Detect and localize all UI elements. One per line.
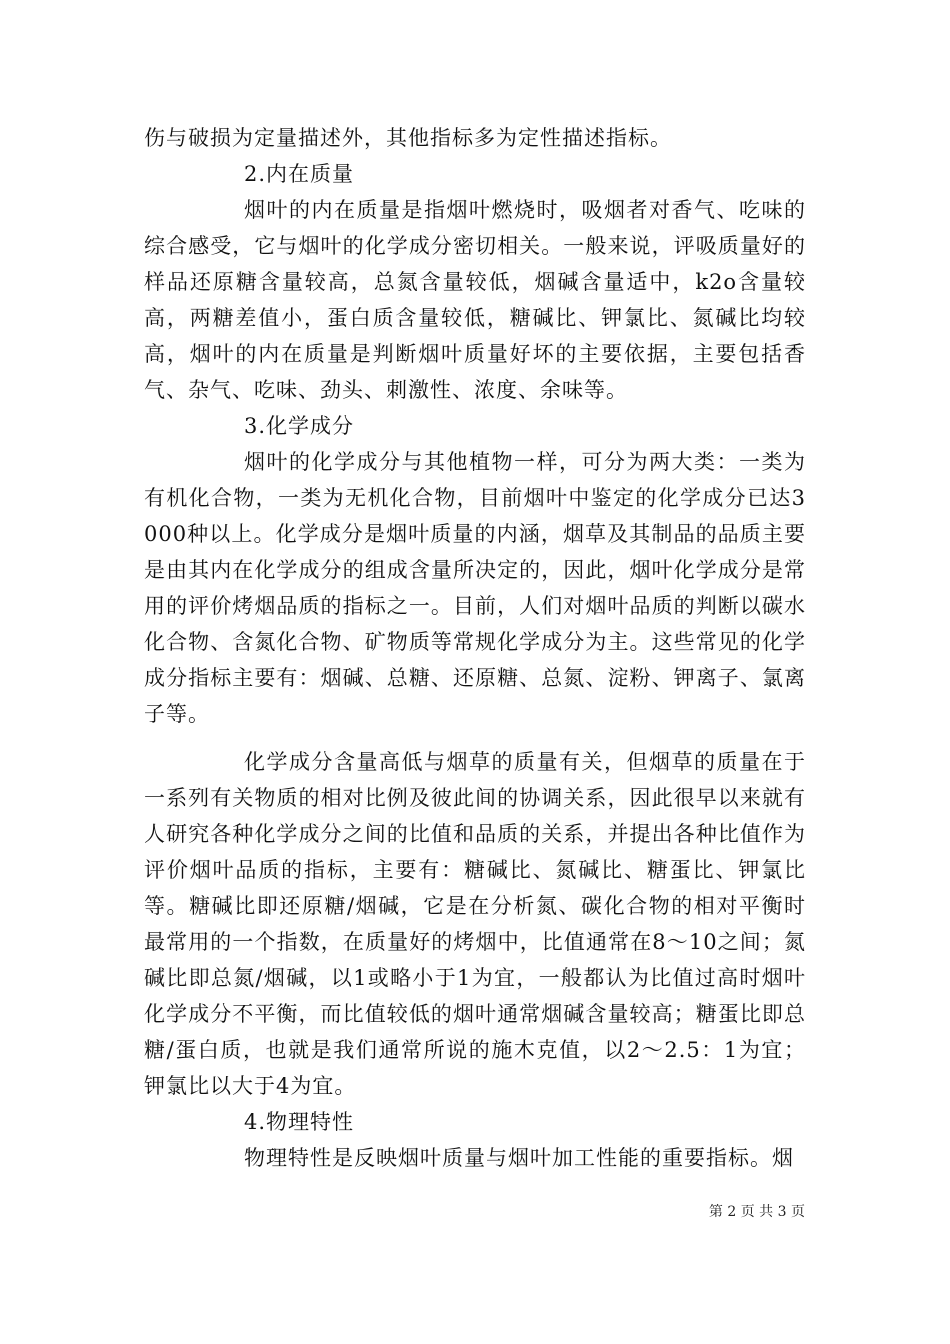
paragraph-physical-properties: 物理特性是反映烟叶质量与烟叶加工性能的重要指标。烟 (244, 1146, 794, 1170)
paragraph-chemical-composition: 烟叶的化学成分与其他植物一样，可分为两大类：一类为有机化合物，一类为无机化合物，目前烟叶中鉴定的化学成分已达3000种以上。化学成分是烟叶质量的内涵，烟草及其制品的品质主要是由其内在化学成分的组成含量所决定的，因此，烟叶化学成分是常用的评价烤烟品质的指标之一。目前，人们对烟叶品质的判断以碳水化合物、含氮化合物、矿物质等常规化学成分为主。这些常见的化学成分指标主要有：烟碱、总糖、还原糖、总氮、淀粉、钾离子、氯离子等。 (144, 450, 806, 726)
section-heading-internal-quality: 2.内在质量 (244, 162, 355, 186)
paragraph-internal-quality: 烟叶的内在质量是指烟叶燃烧时，吸烟者对香气、吃味的综合感受，它与烟叶的化学成分密切相关。一般来说，评吸质量好的样品还原糖含量较高，总氮含量较低，烟碱含量适中，k2o含量较高，两糖差值小，蛋白质含量较低，糖碱比、钾氯比、氮碱比均较高，烟叶的内在质量是判断烟叶质量好坏的主要依据，主要包括香气、杂气、吃味、劲头、刺激性、浓度、余味等。 (144, 198, 806, 402)
section-heading-chemical-composition: 3.化学成分 (244, 414, 355, 438)
page-number-footer: 第 2 页 共 3 页 (708, 1204, 805, 1220)
section-heading-physical-properties: 4.物理特性 (244, 1110, 355, 1134)
paragraph-continuation: 伤与破损为定量描述外，其他指标多为定性描述指标。 (144, 126, 672, 150)
paragraph-chemical-ratios: 化学成分含量高低与烟草的质量有关，但烟草的质量在于一系列有关物质的相对比例及彼此间的协调关系，因此很早以来就有人研究各种化学成分之间的比值和品质的关系，并提出各种比值作为评价烟叶品质的指标，主要有：糖碱比、氮碱比、糖蛋比、钾氯比等。糖碱比即还原糖/烟碱，它是在分析氮、碳化合物的相对平衡时最常用的一个指数，在质量好的烤烟中，比值通常在8～10之间；氮碱比即总氮/烟碱，以1或略小于1为宜，一般都认为比值过高时烟叶化学成分不平衡，而比值较低的烟叶通常烟碱含量较高；糖蛋比即总糖/蛋白质，也就是我们通常所说的施木克值，以2～2.5：1为宜；钾氯比以大于4为宜。 (144, 750, 806, 1098)
